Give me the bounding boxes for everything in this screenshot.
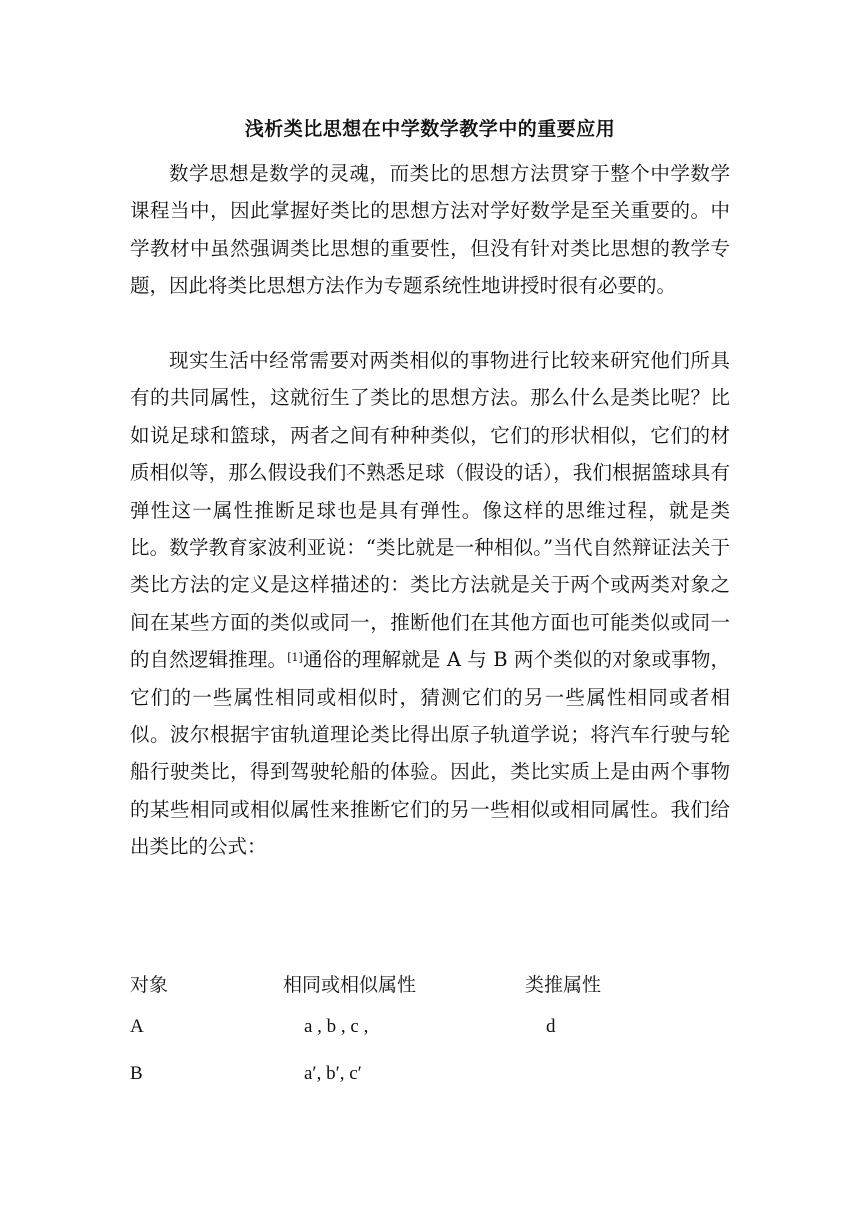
paragraph-text-part2: 通俗的理解就是 A 与 B 两个类似的对象或事物，它们的一些属性相同或相似时，猜测它们的另一些属性相同或者相似。波尔根据宇宙轨道理论类比得出原子轨道学说；将汽车行驶与轮船行驶类比，得到驾驶轮船的体验。因此，类比实质上是由两个事物的某些相同或相似属性来推断它们的另一些相似或相同属性。我们给出类比的公式： <box>130 648 730 859</box>
formula-table-row <box>0 1016 860 1046</box>
formula-table-row <box>0 1063 860 1093</box>
paragraph-intro: 数学思想是数学的灵魂，而类比的思想方法贯穿于整个中学数学课程当中，因此掌握好类比的思想方法对学好数学是至关重要的。中学教材中虽然强调类比思想的重要性，但没有针对类比思想的教学专题，因此将类比思想方法作为专题系统性地讲授时很有必要的。 <box>130 162 730 298</box>
row-inferred: d <box>546 1016 556 1037</box>
citation-marker: [1] <box>287 651 303 665</box>
paragraph-text-part1: 现实生活中经常需要对两类相似的事物进行比较来研究他们所具有的共同属性，这就衍生了类比的思想方法。那么什么是类比呢？比如说足球和篮球，两者之间有种种类似，它们的形状相似，它们的材质相似等，那么假设我们不熟悉足球（假设的话），我们根据篮球具有弹性这一属性推断足球也是具有弹性。像这样的思维过程，就是类比。数学教育家波利亚说：“类比就是一种相似。”当代自然辩证法关于类比方法的定义是这样描述的：类比方法就是关于两个或两类对象之间在某些方面的类似或同一，推断他们在其他方面也可能类似或同一的自然逻辑推理。 <box>130 349 730 672</box>
formula-table-header <box>0 970 860 1000</box>
row-attributes: a′, b′, c′ <box>304 1063 362 1084</box>
row-object: B <box>130 1063 143 1084</box>
header-object: 对象 <box>130 974 169 996</box>
header-shared-attributes: 相同或相似属性 <box>283 974 417 996</box>
document-title: 浅析类比思想在中学数学教学中的重要应用 <box>244 118 616 140</box>
header-inferred-attribute: 类推属性 <box>525 974 602 996</box>
row-attributes: a , b , c , <box>304 1016 369 1037</box>
row-object: A <box>130 1016 144 1037</box>
paragraph-analogy-definition <box>130 342 730 866</box>
